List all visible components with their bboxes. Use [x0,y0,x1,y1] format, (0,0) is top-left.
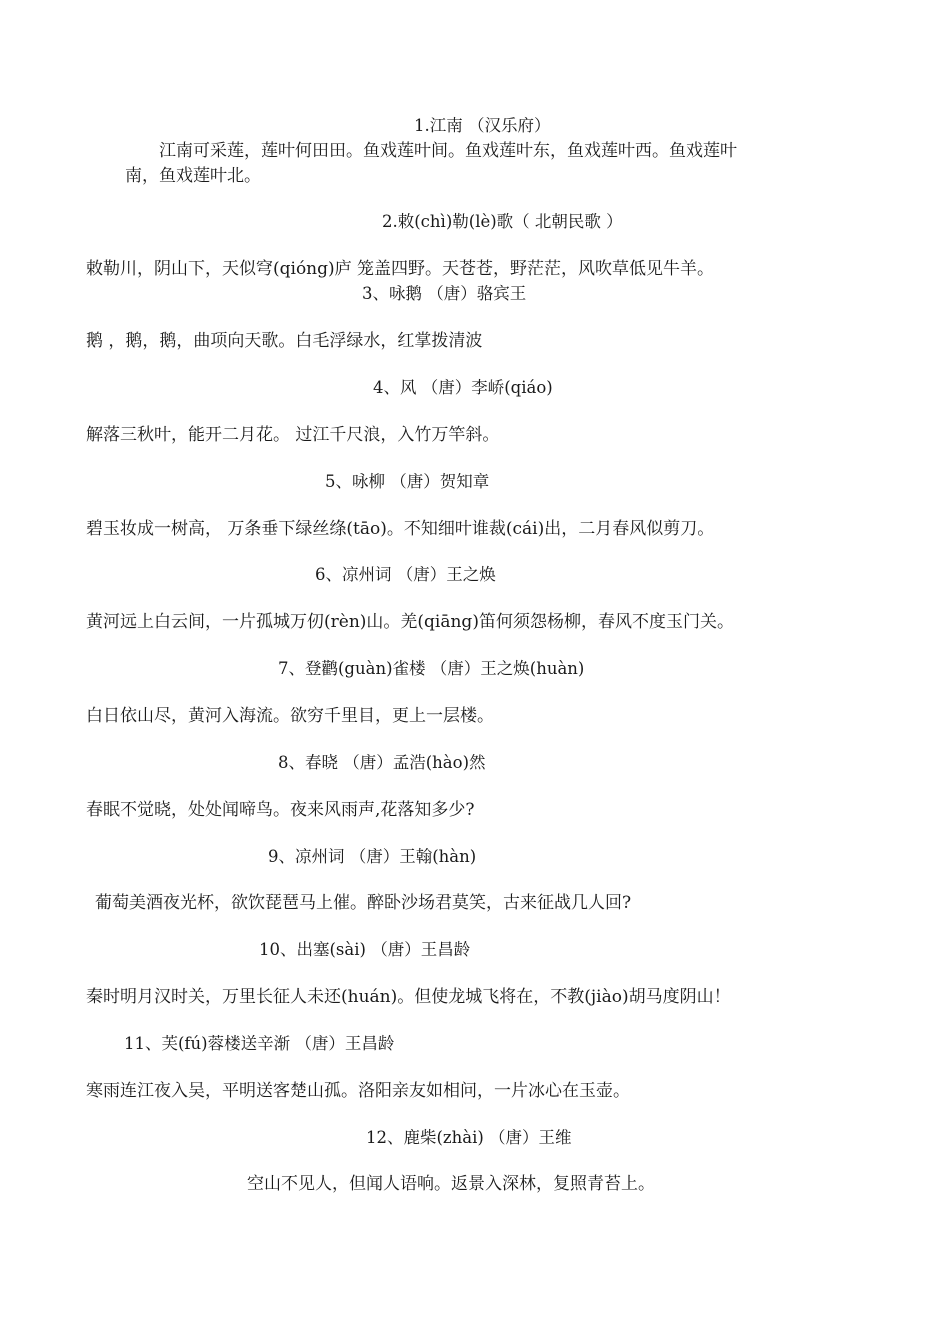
poem-text: 空山不见人，但闻人语响。返景入深林，复照青苔上。 [247,1174,655,1194]
poem-title: 7、登鹳(guàn)雀楼 （唐）王之焕(huàn) [278,659,585,678]
poem-title: 10、出塞(sài) （唐）王昌龄 [259,940,471,959]
poem-text: 碧玉妆成一树高， 万条垂下绿丝绦(tāo)。不知细叶谁裁(cái)出，二月春风似剪刀。 [86,519,715,539]
poem-text: 解落三秋叶，能开二月花。 过江千尺浪，入竹万竿斜。 [86,425,500,445]
poem-title: 9、凉州词 （唐）王翰(hàn) [268,847,477,866]
poem-title: 12、鹿柴(zhài) （唐）王维 [366,1128,572,1147]
poem-text: 秦时明月汉时关，万里长征人未还(huán)。但使龙城飞将在，不教(jiào)胡马度阴山！ [86,987,731,1007]
poem-title: 5、咏柳 （唐）贺知章 [325,472,490,491]
poem-text: 寒雨连江夜入吴，平明送客楚山孤。洛阳亲友如相问，一片冰心在玉壶。 [86,1081,630,1101]
poem-text: 黄河远上白云间，一片孤城万仞(rèn)山。羌(qiāng)笛何须怨杨柳，春风不度玉门关。 [86,612,734,632]
poem-title: 6、凉州词 （唐）王之焕 [315,565,496,584]
poem-title: 11、芙(fú)蓉楼送辛渐 （唐）王昌龄 [124,1034,395,1053]
poem-text: 鹅 ，鹅，鹅，曲项向天歌。白毛浮绿水，红掌拨清波 [86,331,483,351]
poem-title: 1.江南 （汉乐府） [414,116,551,135]
poem-text: 春眠不觉晓，处处闻啼鸟。夜来风雨声,花落知多少? [86,800,475,820]
poem-title: 3、咏鹅 （唐）骆宾王 [362,284,527,303]
poem-title: 8、春晓 （唐）孟浩(hào)然 [278,753,486,772]
poem-text: 江南可采莲，莲叶何田田。鱼戏莲叶间。鱼戏莲叶东，鱼戏莲叶西。鱼戏莲叶 [159,141,737,161]
poem-text: 敕勒川，阴山下，天似穹(qióng)庐 笼盖四野。天苍苍，野茫茫，风吹草低见牛羊。 [86,259,715,279]
poem-title: 4、风 （唐）李峤(qiáo) [373,378,553,397]
poem-text: 白日依山尽，黄河入海流。欲穷千里目，更上一层楼。 [86,706,494,726]
poem-text: 南，鱼戏莲叶北。 [125,166,261,186]
poem-title: 2.敕(chì)勒(lè)歌（ 北朝民歌 ） [382,212,623,231]
poem-text: 葡萄美酒夜光杯，欲饮琵琶马上催。醉卧沙场君莫笑，古来征战几人回? [95,893,632,913]
